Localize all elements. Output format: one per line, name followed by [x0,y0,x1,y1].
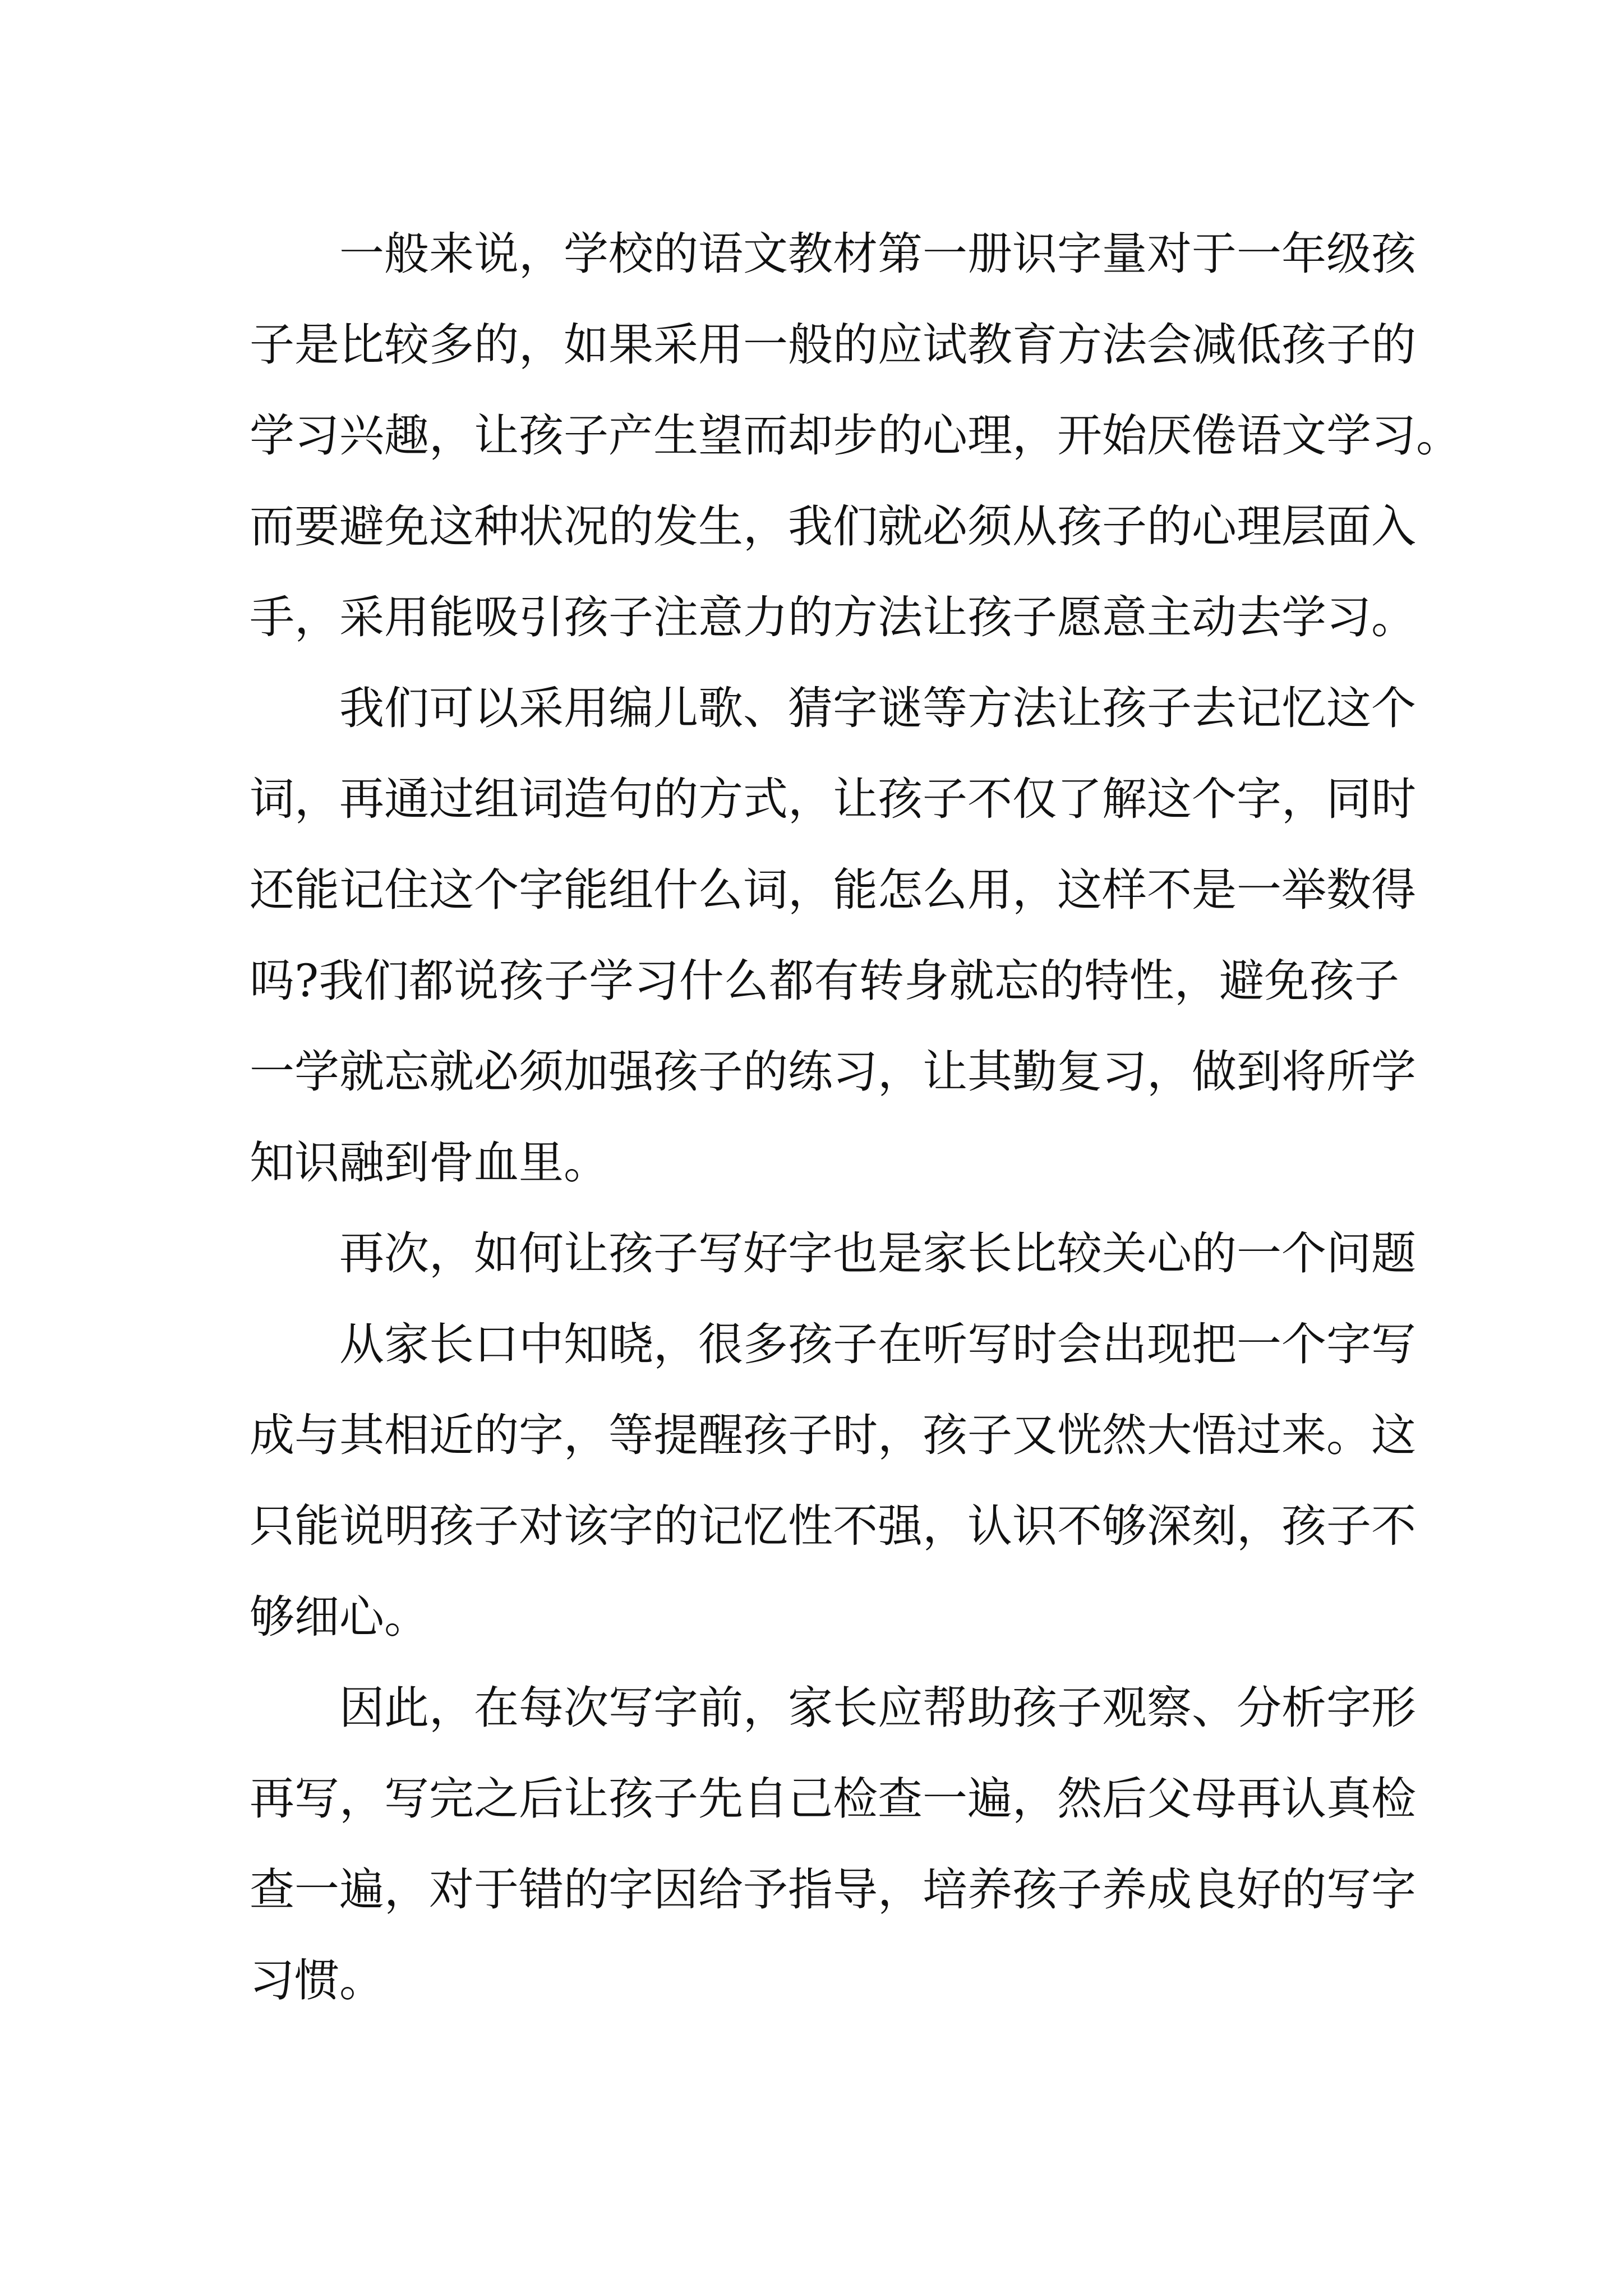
paragraph-5-line-3: 查一遍，对于错的字因给予指导，培养孩子养成良好的写字 [250,1864,1416,1916]
paragraph-2-line-3: 还能记住这个字能组什么词，能怎么用，这样不是一举数得 [250,864,1416,916]
paragraph-1-line-5: 手，采用能吸引孩子注意力的方法让孩子愿意主动去学习。 [250,591,1416,643]
paragraph-2-line-2: 词，再通过组词造句的方式，让孩子不仅了解这个字，同时 [250,773,1416,825]
paragraph-5-line-4: 习惯。 [250,1954,384,2007]
paragraph-3-line-1: 再次，如何让孩子写好字也是家长比较关心的一个问题 [339,1227,1416,1280]
paragraph-1-line-1: 一般来说，学校的语文教材第一册识字量对于一年级孩 [339,228,1416,280]
paragraph-1-line-2: 子是比较多的，如果采用一般的应试教育方法会减低孩子的 [250,319,1416,371]
paragraph-4-line-3: 只能说明孩子对该字的记忆性不强，认识不够深刻，孩子不 [250,1500,1416,1552]
paragraph-5-line-2: 再写，写完之后让孩子先自己检查一遍，然后父母再认真检 [250,1773,1416,1825]
paragraph-1-line-4: 而要避免这种状况的发生，我们就必须从孩子的心理层面入 [250,500,1416,553]
paragraph-2-line-1: 我们可以采用编儿歌、猜字谜等方法让孩子去记忆这个 [339,682,1416,734]
paragraph-2-line-4: 吗?我们都说孩子学习什么都有转身就忘的特性，避免孩子 [250,955,1399,1007]
paragraph-4-line-4: 够细心。 [250,1591,429,1643]
paragraph-5-line-1: 因此，在每次写字前，家长应帮助孩子观察、分析字形 [339,1682,1416,1734]
paragraph-4-line-1: 从家长口中知晓，很多孩子在听写时会出现把一个字写 [339,1318,1416,1370]
paragraph-1-line-3: 学习兴趣，让孩子产生望而却步的心理，开始厌倦语文学习。 [250,409,1461,462]
paragraph-4-line-2: 成与其相近的字，等提醒孩子时，孩子又恍然大悟过来。这 [250,1409,1416,1461]
paragraph-2-line-5: 一学就忘就必须加强孩子的练习，让其勤复习，做到将所学 [250,1046,1416,1098]
body-text [250,209,1461,2026]
paragraph-2-line-6: 知识融到骨血里。 [250,1137,608,1189]
